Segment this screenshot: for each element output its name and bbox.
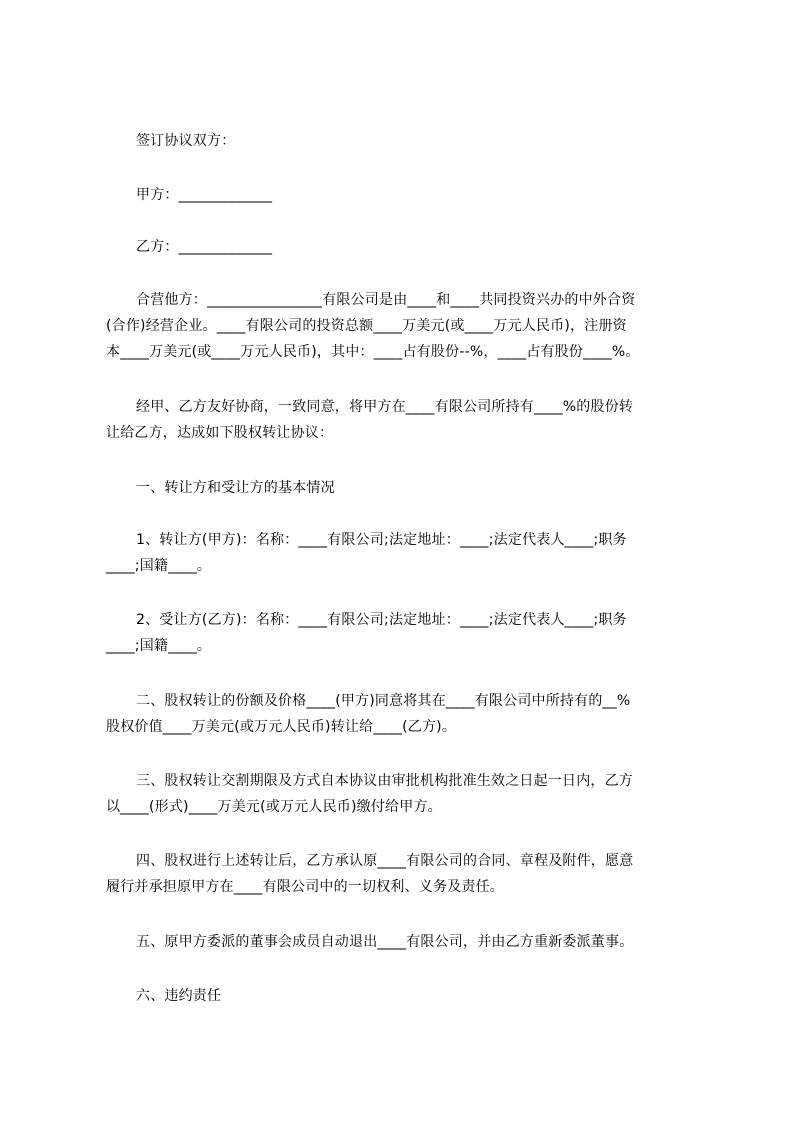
text-line: 让给乙方，达成如下股权转让协议： [106, 425, 334, 441]
text-line: 以____(形式)____万美元(或万元人民币)缴付给甲方。 [106, 799, 442, 815]
text-line: 四、股权进行上述转让后，乙方承认原____有限公司的合同、章程及附件，愿意 [136, 853, 634, 869]
section-5-paragraph [106, 929, 732, 955]
joint-venture-paragraph [106, 287, 702, 365]
text-line: 三、股权转让交割期限及方式自本协议由审批机构批准生效之日起一日内，乙方 [136, 773, 633, 789]
text-line: 经甲、乙方友好协商，一致同意，将甲方在____有限公司所持有____%的股份转 [136, 399, 634, 415]
text-line: 乙方：_____________ [136, 239, 273, 255]
section-1-heading [106, 475, 732, 501]
party-a-line [106, 182, 732, 208]
text-line: 签订协议双方： [136, 133, 236, 149]
text-line: ____;国籍____。 [106, 558, 212, 574]
transferor-paragraph [106, 527, 702, 579]
text-line: 一、转让方和受让方的基本情况 [136, 480, 335, 496]
agreement-intro-paragraph [106, 394, 702, 446]
text-line: 甲方：_____________ [136, 187, 273, 203]
text-line: 五、原甲方委派的董事会成员自动退出____有限公司，并由乙方重新委派董事。 [136, 934, 634, 950]
text-line: 六、违约责任 [136, 988, 222, 1004]
transferee-paragraph [106, 607, 702, 659]
text-line: ____;国籍____。 [106, 638, 212, 654]
text-line: 合营他方：________________有限公司是由____和____共同投资兴办的中外合资 [136, 292, 636, 308]
text-line: 1、转让方(甲方)：名称：____有限公司;法定地址：____;法定代表人____;职务 [136, 532, 627, 548]
section-3-paragraph [106, 768, 702, 820]
section-2-paragraph [106, 688, 702, 740]
text-line: 本____万美元(或____万元人民币)，其中：____占有股份--%，____占有股份____%。 [106, 344, 640, 360]
text-line: 履行并承担原甲方在____有限公司中的一切权利、义务及责任。 [106, 879, 504, 895]
section-4-paragraph [106, 848, 702, 900]
party-b-line [106, 234, 732, 260]
signing-parties-heading [106, 128, 732, 154]
text-line: 二、股权转让的份额及价格____(甲方)同意将其在____有限公司中所持有的__% [136, 693, 631, 709]
section-6-heading [106, 983, 732, 1009]
text-line: (合作)经营企业。____有限公司的投资总额____万美元(或____万元人民币)，注册资 [106, 318, 627, 334]
text-line: 2、受让方(乙方)：名称：____有限公司;法定地址：____;法定代表人____;职务 [136, 612, 627, 628]
text-line: 股权价值____万美元(或万元人民币)转让给____(乙方)。 [106, 719, 457, 735]
